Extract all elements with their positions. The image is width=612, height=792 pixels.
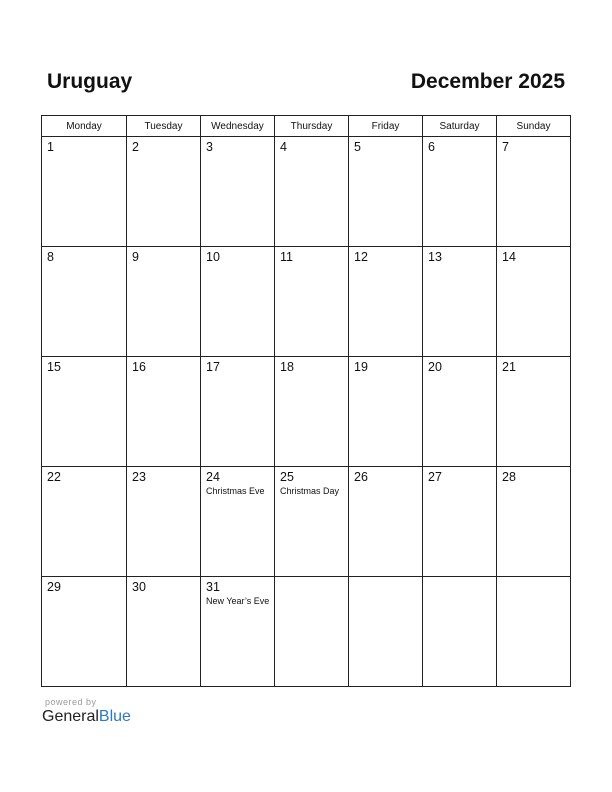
calendar-day-cell <box>201 357 275 467</box>
calendar-day-cell <box>275 357 349 467</box>
calendar-day-cell <box>497 357 571 467</box>
day-number: 3 <box>206 140 213 154</box>
day-number: 16 <box>132 360 146 374</box>
brand-logo-blue: Blue <box>98 708 131 725</box>
brand-logo-general: General <box>42 708 99 725</box>
holiday-label: New Year’s Eve <box>206 596 270 606</box>
calendar-day-cell <box>127 137 201 247</box>
calendar-day-cell <box>127 357 201 467</box>
calendar-day-cell <box>42 467 127 577</box>
weekday-sunday: Sunday <box>497 116 571 137</box>
calendar-country-title: Uruguay <box>47 70 133 93</box>
day-number: 10 <box>206 250 220 264</box>
calendar-day-cell <box>349 247 423 357</box>
calendar-day-cell <box>275 137 349 247</box>
day-number: 9 <box>132 250 139 264</box>
calendar-week-row <box>42 467 571 577</box>
powered-by-label: powered by <box>45 697 97 707</box>
day-number: 7 <box>502 140 509 154</box>
calendar-day-cell <box>349 137 423 247</box>
day-number: 14 <box>502 250 516 264</box>
calendar-day-cell <box>423 467 497 577</box>
weekday-saturday: Saturday <box>423 116 497 137</box>
day-number: 23 <box>132 470 146 484</box>
calendar-day-cell <box>349 467 423 577</box>
calendar-day-cell <box>127 467 201 577</box>
calendar-day-cell <box>497 137 571 247</box>
day-number: 26 <box>354 470 368 484</box>
calendar-day-cell <box>349 577 423 687</box>
day-number: 29 <box>47 580 61 594</box>
brand-logo <box>42 708 131 726</box>
holiday-label: Christmas Day <box>280 486 340 496</box>
calendar-week-row <box>42 357 571 467</box>
day-number: 21 <box>502 360 516 374</box>
day-number: 27 <box>428 470 442 484</box>
weekday-wednesday: Wednesday <box>201 116 275 137</box>
day-number: 17 <box>206 360 220 374</box>
holiday-label: Christmas Eve <box>206 486 265 496</box>
calendar-day-cell <box>423 247 497 357</box>
weekday-friday: Friday <box>349 116 423 137</box>
calendar-day-cell <box>423 577 497 687</box>
calendar-day-cell <box>201 137 275 247</box>
day-number: 24 <box>206 470 220 484</box>
calendar-day-cell <box>497 467 571 577</box>
calendar-body <box>42 137 571 687</box>
weekday-thursday: Thursday <box>275 116 349 137</box>
calendar-day-cell <box>497 577 571 687</box>
day-number: 13 <box>428 250 442 264</box>
day-number: 11 <box>280 250 293 264</box>
day-number: 15 <box>47 360 61 374</box>
calendar-day-cell <box>275 247 349 357</box>
calendar-week-row <box>42 137 571 247</box>
calendar-day-cell <box>42 137 127 247</box>
calendar-day-cell <box>497 247 571 357</box>
day-number: 12 <box>354 250 368 264</box>
calendar-day-cell <box>423 357 497 467</box>
calendar-day-cell <box>201 467 275 577</box>
calendar-day-cell <box>423 137 497 247</box>
day-number: 8 <box>47 250 54 264</box>
calendar-week-row <box>42 247 571 357</box>
day-number: 19 <box>354 360 368 374</box>
day-number: 1 <box>47 140 54 154</box>
day-number: 22 <box>47 470 61 484</box>
day-number: 5 <box>354 140 361 154</box>
calendar-grid <box>41 115 571 687</box>
day-number: 18 <box>280 360 294 374</box>
calendar-day-cell <box>275 467 349 577</box>
calendar-day-cell <box>127 577 201 687</box>
calendar-day-cell <box>42 357 127 467</box>
weekday-tuesday: Tuesday <box>127 116 201 137</box>
calendar-day-cell <box>349 357 423 467</box>
calendar-day-cell <box>275 577 349 687</box>
calendar-week-row <box>42 577 571 687</box>
day-number: 4 <box>280 140 287 154</box>
day-number: 25 <box>280 470 294 484</box>
calendar-day-cell <box>201 577 275 687</box>
day-number: 6 <box>428 140 435 154</box>
calendar-day-cell <box>201 247 275 357</box>
day-number: 20 <box>428 360 442 374</box>
day-number: 28 <box>502 470 516 484</box>
calendar-month-title: December 2025 <box>410 70 565 93</box>
day-number: 30 <box>132 580 146 594</box>
calendar-day-cell <box>42 577 127 687</box>
weekday-header-row <box>42 116 571 137</box>
day-number: 2 <box>132 140 139 154</box>
day-number: 31 <box>206 580 220 594</box>
calendar-day-cell <box>42 247 127 357</box>
calendar-day-cell <box>127 247 201 357</box>
weekday-monday: Monday <box>42 116 127 137</box>
